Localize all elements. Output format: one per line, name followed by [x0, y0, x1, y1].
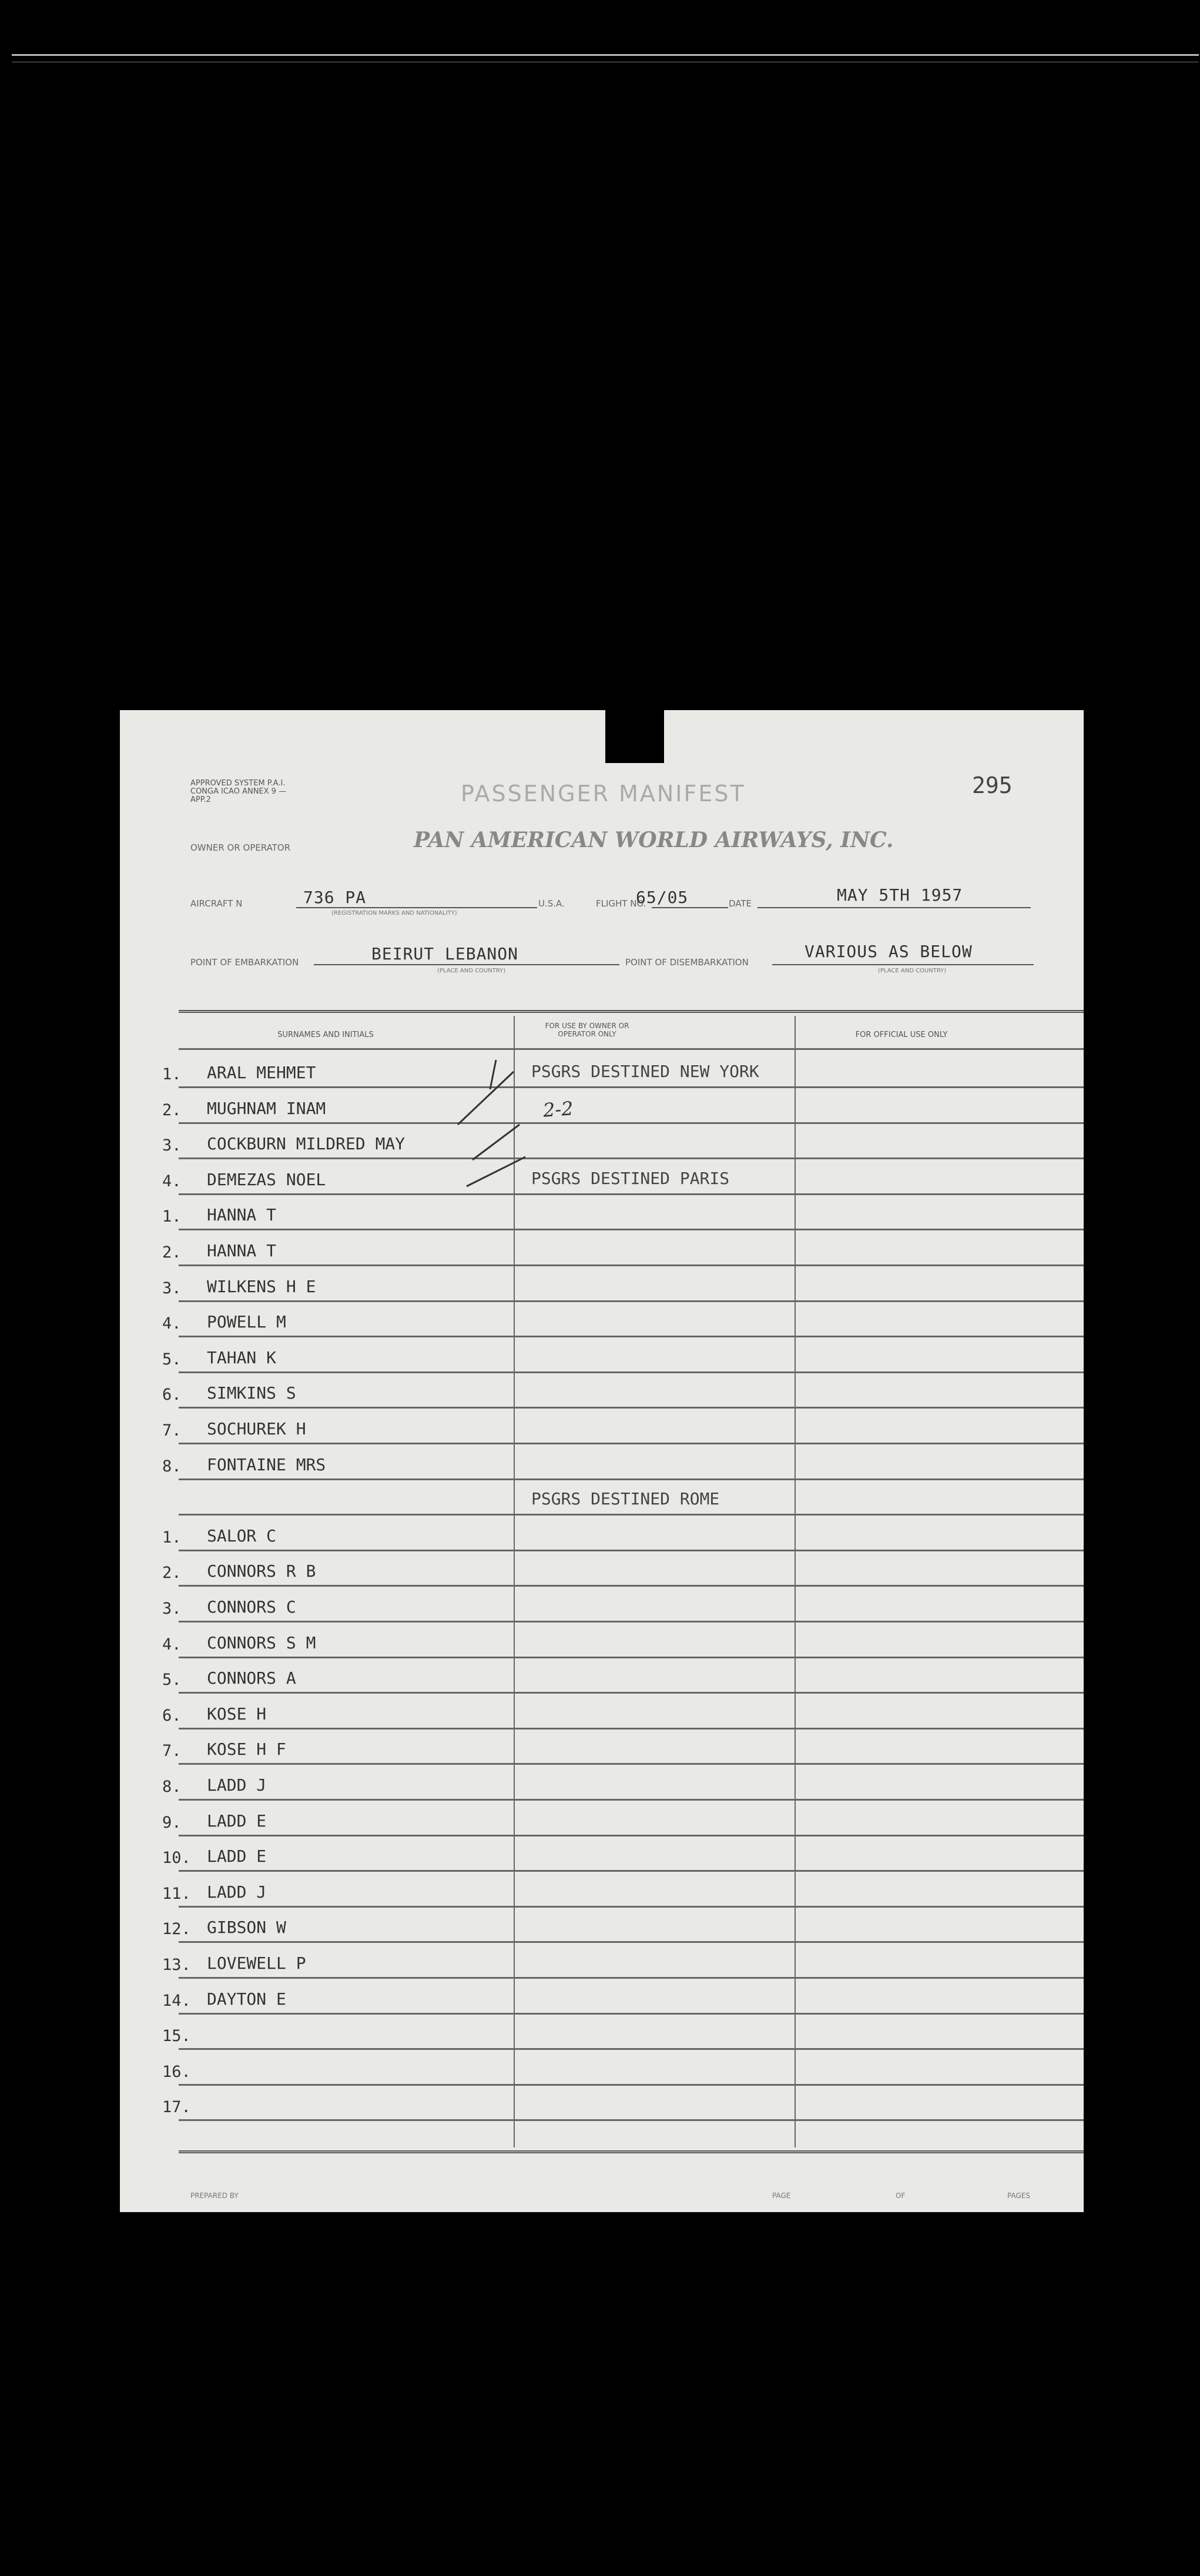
row-number: 14. — [162, 1991, 191, 2010]
table-row — [179, 1371, 1084, 1373]
passenger-name: TAHAN K — [207, 1347, 277, 1367]
aircraft-label: AIRCRAFT N — [190, 898, 243, 909]
passenger-name: MUGHNAM INAM — [207, 1098, 326, 1118]
table-row — [179, 1977, 1084, 1979]
passenger-name: ARAL MEHMET — [207, 1063, 316, 1082]
table-row — [179, 1728, 1084, 1729]
table-row — [179, 1621, 1084, 1622]
table-top-rule — [179, 1010, 1084, 1013]
destination-note: PSGRS DESTINED NEW YORK — [531, 1062, 759, 1081]
passenger-name: POWELL M — [207, 1312, 286, 1332]
row-number: 10. — [162, 1849, 191, 1868]
passenger-name: CONNORS A — [207, 1668, 296, 1688]
row-number: 16. — [162, 2062, 191, 2081]
embark-value: BEIRUT LEBANON — [371, 944, 519, 964]
destination-note: PSGRS DESTINED PARIS — [531, 1168, 730, 1188]
manifest-sheet — [120, 710, 1084, 2212]
aircraft-underline — [296, 907, 537, 908]
table-row — [179, 1692, 1084, 1694]
table-row — [179, 2119, 1084, 2121]
table-row — [179, 2013, 1084, 2015]
passenger-name: HANNA T — [207, 1241, 277, 1260]
passenger-name: LOVEWELL P — [207, 1953, 306, 1973]
col-names: SURNAMES AND INITIALS — [277, 1031, 374, 1039]
row-number: 11. — [162, 1884, 191, 1903]
footer-pages: PAGES — [1007, 2192, 1030, 2200]
binding-tab — [605, 710, 664, 763]
table-bottom-rule — [179, 2150, 1084, 2153]
passenger-name: LADD J — [207, 1882, 267, 1902]
row-number: 9. — [162, 1813, 182, 1832]
row-number: 1. — [162, 1065, 182, 1083]
owner-label: OWNER OR OPERATOR — [190, 842, 291, 853]
passenger-name: CONNORS C — [207, 1597, 296, 1617]
passenger-name: LADD E — [207, 1846, 267, 1866]
disembark-label: POINT OF DISEMBARKATION — [625, 957, 749, 968]
table-row — [179, 1906, 1084, 1908]
embark-label: POINT OF EMBARKATION — [190, 957, 299, 968]
passenger-name: KOSE H — [207, 1704, 267, 1724]
film-edge-line — [12, 54, 1199, 62]
col-owner: FOR USE BY OWNER OR OPERATOR ONLY — [545, 1022, 629, 1038]
row-number: 7. — [162, 1421, 182, 1440]
table-row — [179, 1799, 1084, 1801]
row-number: 15. — [162, 2027, 191, 2046]
table-row — [179, 2084, 1084, 2086]
table-row — [179, 1657, 1084, 1658]
date-underline — [757, 907, 1031, 908]
flight-underline — [652, 907, 728, 908]
col-official: FOR OFFICIAL USE ONLY — [855, 1031, 948, 1039]
table-row — [179, 1407, 1084, 1409]
table-row — [179, 1264, 1084, 1266]
passenger-name: COCKBURN MILDRED MAY — [207, 1134, 405, 1154]
aircraft-value: 736 PA — [303, 888, 367, 907]
passenger-name: GIBSON W — [207, 1918, 286, 1938]
row-number: 1. — [162, 1528, 182, 1547]
page-title: PASSENGER MANIFEST — [461, 781, 746, 807]
passenger-name: LADD J — [207, 1775, 267, 1795]
destination-note: PSGRS DESTINED ROME — [531, 1489, 720, 1509]
table-row — [179, 1763, 1084, 1765]
passenger-name: DEMEZAS NOEL — [207, 1169, 326, 1189]
row-number: 6. — [162, 1386, 182, 1404]
approval-stamp: APPROVED SYSTEM P.A.I. CONGA ICAO ANNEX 9 — APP.2 — [190, 779, 287, 804]
footer-prepared: PREPARED BY — [190, 2192, 239, 2200]
disembark-sub: (PLACE AND COUNTRY) — [878, 968, 947, 974]
table-row — [179, 1550, 1084, 1551]
passenger-name: LADD E — [207, 1811, 267, 1831]
table-row — [179, 2048, 1084, 2050]
passenger-name: SALOR C — [207, 1525, 277, 1545]
page-number: 295 — [972, 772, 1013, 798]
handwritten-count: 2-2 — [542, 1097, 574, 1122]
row-number: 13. — [162, 1956, 191, 1974]
passenger-name: FONTAINE MRS — [207, 1454, 326, 1474]
date-label: DATE — [729, 898, 752, 909]
table-row — [179, 1300, 1084, 1302]
row-number: 3. — [162, 1279, 182, 1297]
passenger-name: CONNORS S M — [207, 1632, 316, 1652]
table-row — [179, 1870, 1084, 1872]
row-number: 8. — [162, 1457, 182, 1476]
row-number: 17. — [162, 2098, 191, 2117]
passenger-name: WILKENS H E — [207, 1276, 316, 1296]
row-number: 8. — [162, 1778, 182, 1796]
passenger-name: CONNORS R B — [207, 1561, 316, 1581]
row-number: 3. — [162, 1600, 182, 1618]
table-row — [179, 1835, 1084, 1836]
row-number: 12. — [162, 1920, 191, 1939]
flight-label: FLIGHT NO. — [596, 898, 646, 909]
table-row — [179, 1193, 1084, 1195]
row-number: 7. — [162, 1742, 182, 1761]
header-rule — [179, 1048, 1084, 1050]
table-row — [179, 1229, 1084, 1230]
table-row — [179, 1443, 1084, 1444]
embark-underline — [314, 964, 619, 965]
date-value: MAY 5TH 1957 — [837, 885, 963, 905]
row-number: 4. — [162, 1635, 182, 1654]
table-row — [179, 1336, 1084, 1337]
row-number: 5. — [162, 1671, 182, 1690]
passenger-name: DAYTON E — [207, 1989, 286, 2009]
passenger-name: KOSE H F — [207, 1739, 286, 1759]
row-number: 2. — [162, 1564, 182, 1583]
row-number: 4. — [162, 1314, 182, 1333]
row-number: 6. — [162, 1706, 182, 1725]
disembark-value: VARIOUS AS BELOW — [805, 942, 973, 961]
table-row — [179, 1941, 1084, 1943]
footer-of: OF — [896, 2192, 906, 2200]
table-row — [179, 1478, 1084, 1480]
airline-name: PAN AMERICAN WORLD AIRWAYS, INC. — [414, 828, 894, 852]
flight-value: 65/05 — [636, 888, 689, 907]
handwritten-check-marks — [455, 1054, 643, 1189]
row-number: 4. — [162, 1172, 182, 1190]
row-number: 1. — [162, 1207, 182, 1226]
row-number: 3. — [162, 1136, 182, 1155]
footer-page: PAGE — [772, 2192, 791, 2200]
table-row — [179, 1514, 1084, 1516]
passenger-name: SOCHUREK H — [207, 1419, 306, 1438]
country: U.S.A. — [538, 898, 565, 909]
row-number: 5. — [162, 1350, 182, 1369]
passenger-name: SIMKINS S — [207, 1383, 296, 1403]
row-number: 2. — [162, 1243, 182, 1262]
table-row — [179, 1585, 1084, 1587]
embark-sub: (PLACE AND COUNTRY) — [437, 968, 506, 974]
aircraft-sub: (REGISTRATION MARKS AND NATIONALITY) — [331, 910, 457, 916]
passenger-name: HANNA T — [207, 1205, 277, 1225]
row-number: 2. — [162, 1100, 182, 1119]
disembark-underline — [772, 964, 1034, 965]
